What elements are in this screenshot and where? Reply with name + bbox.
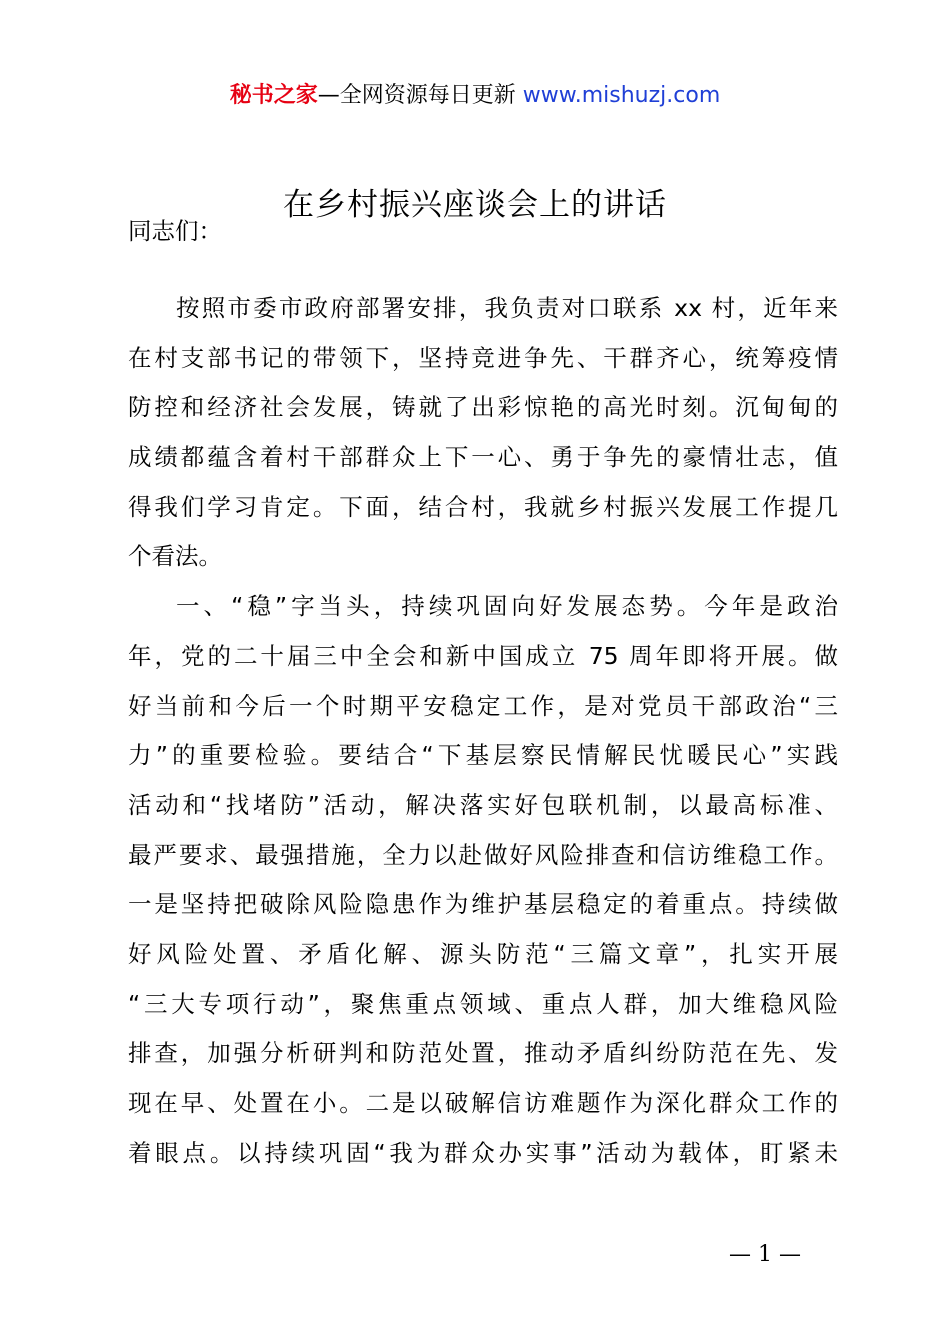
header-tagline: —全网资源每日更新 — [317, 83, 523, 108]
text-line: 着眼点。以持续巩固“我为群众办实事”活动为载体，盯紧未 — [128, 1138, 838, 1167]
text-line: 个看法。 — [128, 542, 222, 571]
text-line: 在村支部书记的带领下，坚持竞进争先、干群齐心，统筹疫情 — [128, 343, 838, 372]
text-line: 最严要求、最强措施，全力以赴做好风险排查和信访维稳工作。 — [128, 840, 838, 869]
text-line: 一是坚持把破除风险隐患作为维护基层稳定的着重点。持续做 — [128, 890, 838, 919]
text-line: 力”的重要检验。要结合“下基层察民情解民忧暖民心”实践 — [128, 741, 838, 770]
text-line: 防控和经济社会发展，铸就了出彩惊艳的高光时刻。沉甸甸的 — [128, 393, 838, 422]
salutation: 同志们： — [128, 217, 222, 245]
site-header — [0, 80, 950, 112]
text-line: 年，党的二十届三中全会和新中国成立 75 周年即将开展。做 — [128, 641, 838, 670]
text-line: “三大专项行动”，聚焦重点领域、重点人群，加大维稳风险 — [128, 989, 838, 1018]
brand-name: 秘书之家 — [229, 83, 318, 108]
text-line: 好当前和今后一个时期平安稳定工作，是对党员干部政治“三 — [128, 691, 838, 720]
body-text — [128, 284, 838, 1178]
text-line: 排查，加强分析研判和防范处置，推动矛盾纠纷防范在先、发 — [128, 1039, 838, 1068]
document-title: 在乡村振兴座谈会上的讲话 — [283, 187, 667, 223]
text-line: 好风险处置、矛盾化解、源头防范“三篇文章”，扎实开展 — [128, 939, 838, 968]
text-line: 现在早、处置在小。二是以破解信访难题作为深化群众工作的 — [128, 1089, 838, 1117]
text-line: 按照市委市政府部署安排，我负责对口联系 xx 村，近年来 — [176, 294, 838, 322]
text-line: 活动和“找堵防”活动，解决落实好包联机制，以最高标准、 — [128, 790, 838, 819]
text-line: 成绩都蕴含着村干部群众上下一心、勇于争先的豪情壮志，值 — [128, 443, 838, 472]
text-line: 一、“稳”字当头，持续巩固向好发展态势。今年是政治 — [176, 592, 838, 621]
page-number: — 1 — — [729, 1242, 801, 1267]
text-line: 得我们学习肯定。下面，结合村，我就乡村振兴发展工作提几 — [128, 492, 838, 521]
site-url-link[interactable]: www.mishuzj.com — [522, 83, 721, 108]
